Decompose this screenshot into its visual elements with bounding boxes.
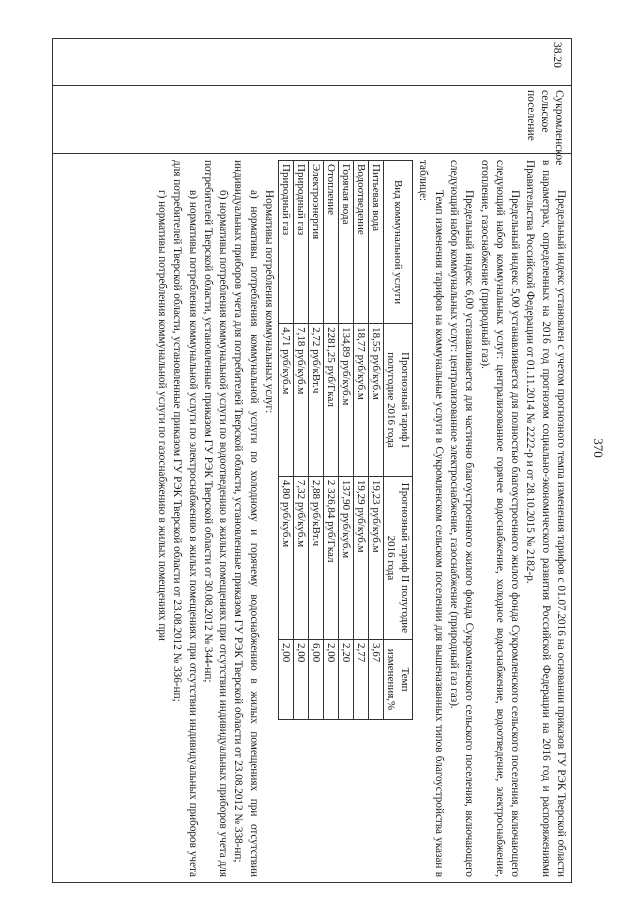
paragraph-norm-water: а) нормативы потребления коммунальной услуги по холодному и горячему водоснабжению в жилых помещениях при отсутствии индивидуальных приборов учета для потребителей Тверской области, установленные приказом ГУ РЭК Тверской области от 23.08.2012 № 338-нп; (232, 160, 260, 877)
cell-change-rate: 6,00 (309, 639, 324, 719)
paragraph-norms-title: Нормативы потребления коммунальных услуг: (263, 190, 276, 414)
page-number: 370 (590, 438, 606, 458)
cell-service: Водоотведение (354, 161, 369, 324)
cell-tariff-h2: 19,23 руб/куб.м (369, 476, 384, 639)
paragraph-index-basis: Предельный индекс установлен с учетом прогнозного темпа изменения тарифов с 01.07.2016 на основании приказов ГУ РЭК Тверской области в параметрах, определенных на 2016 год прогнозом социально-экономического развития Российской Федерации на 2016 год и распоряжениями Правительства Российской Федерации от 01.11.2014 № 2222-р и от 28.10.2015 № 2182-р. (524, 160, 567, 877)
table-header-row (384, 161, 413, 720)
cell-service: Электроэнергия (309, 161, 324, 324)
paragraph-index-full: Предельный индекс 5,00 устанавливается для полностью благоустроенного жилого фонда Сукромленского сельского поселения, включающего следующий набор коммунальных услуг: централизованное горячее водоснабжение, холодное водоснабжение, водоотведение, электроснабжение, отопление, газоснабжение (природный газ). (478, 160, 522, 877)
cell-tariff-h2: 4,80 руб/куб.м (279, 476, 294, 639)
cell-tariff-h1: 2,72 руб/кВт.ч (309, 324, 324, 477)
cell-tariff-h2: 137,90 руб/куб.м (339, 476, 354, 639)
cell-service: Природный газ (294, 161, 309, 324)
header-service: Вид коммунальной услуги (384, 161, 413, 324)
paragraph-norm-drainage: б) нормативы потребления коммунальной услуги по водоотведению в жилых помещениях при отсутствии индивидуальных приборов учета для потребителей Тверской области, установленные приказом ГУ РЭК Тверской области от 30.08.2012 № 344-нп; (201, 160, 230, 877)
cell-service: Горячая вода (339, 161, 354, 324)
cell-service: Отопление (324, 161, 339, 324)
header-tariff-h2: Прогнозный тариф II полугодие 2016 года (384, 476, 413, 639)
cell-tariff-h2: 7,32 руб/куб.м (294, 476, 309, 639)
cell-service: Природный газ (279, 161, 294, 324)
cell-tariff-h1: 134,89 руб/куб.м (339, 324, 354, 477)
cell-tariff-h2: 19,29 руб/куб.м (354, 476, 369, 639)
cell-change-rate: 3,67 (369, 639, 384, 719)
cell-change-rate: 2,00 (324, 639, 339, 719)
table-row (309, 161, 324, 720)
table-row (324, 161, 339, 720)
paragraph-norm-gas: г) нормативы потребления коммунальной услуги по газоснабжению в жилых помещениях при (155, 190, 168, 641)
cell-tariff-h1: 7,18 руб/куб.м (294, 324, 309, 477)
table-row (294, 161, 309, 720)
cell-change-rate: 2,20 (339, 639, 354, 719)
table-row (279, 161, 294, 720)
header-change-rate: Темп изменения,% (384, 639, 413, 719)
settlement-name: Сукромленское сельское поселение (52, 86, 572, 154)
document-sheet (52, 38, 572, 883)
paragraph-table-intro: Темп изменения тарифов на коммунальные услуги в Сукромленском сельском поселении для вышеназванных типов благоустройства указан в таблице: (417, 160, 445, 877)
table-row (369, 161, 384, 720)
cell-tariff-h1: 2281,25 руб/Гкал (324, 324, 339, 477)
cell-change-rate: 2,77 (354, 639, 369, 719)
cell-tariff-h1: 4,71 руб/куб.м (279, 324, 294, 477)
table-row (354, 161, 369, 720)
header-tariff-h1: Прогнозный тариф I полугодие 2016 года (384, 324, 413, 477)
tariff-table (278, 160, 413, 720)
row-number: 38.20 (52, 38, 572, 86)
cell-tariff-h1: 18,55 руб/куб.м (369, 324, 384, 477)
paragraph-index-partial: Предельный индекс 6,00 устанавливается для частично благоустроенного жилого фонда Сукромленского сельского поселения, включающего следующий набор коммунальных услуг: централизованное электроснабжение, газоснабжение (природный газ газ). (447, 160, 476, 877)
row-content (52, 154, 572, 883)
cell-tariff-h2: 2 326,84 руб/Гкал (324, 476, 339, 639)
cell-tariff-h2: 2,88 руб/кВт.ч (309, 476, 324, 639)
cell-change-rate: 2,00 (279, 639, 294, 719)
table-row (339, 161, 354, 720)
cell-change-rate: 2,00 (294, 639, 309, 719)
cell-tariff-h1: 18,77 руб/куб.м (354, 324, 369, 477)
cell-service: Питьевая вода (369, 161, 384, 324)
paragraph-norm-electricity: в) нормативы потребления коммунальной услуги по электроснабжению в жилых помещениях при отсутствии индивидуальных приборов учета для потребителей Тверской области, установленные приказом ГУ РЭК Тверской области от 23.08.2012 № 336-нп; (171, 160, 199, 877)
